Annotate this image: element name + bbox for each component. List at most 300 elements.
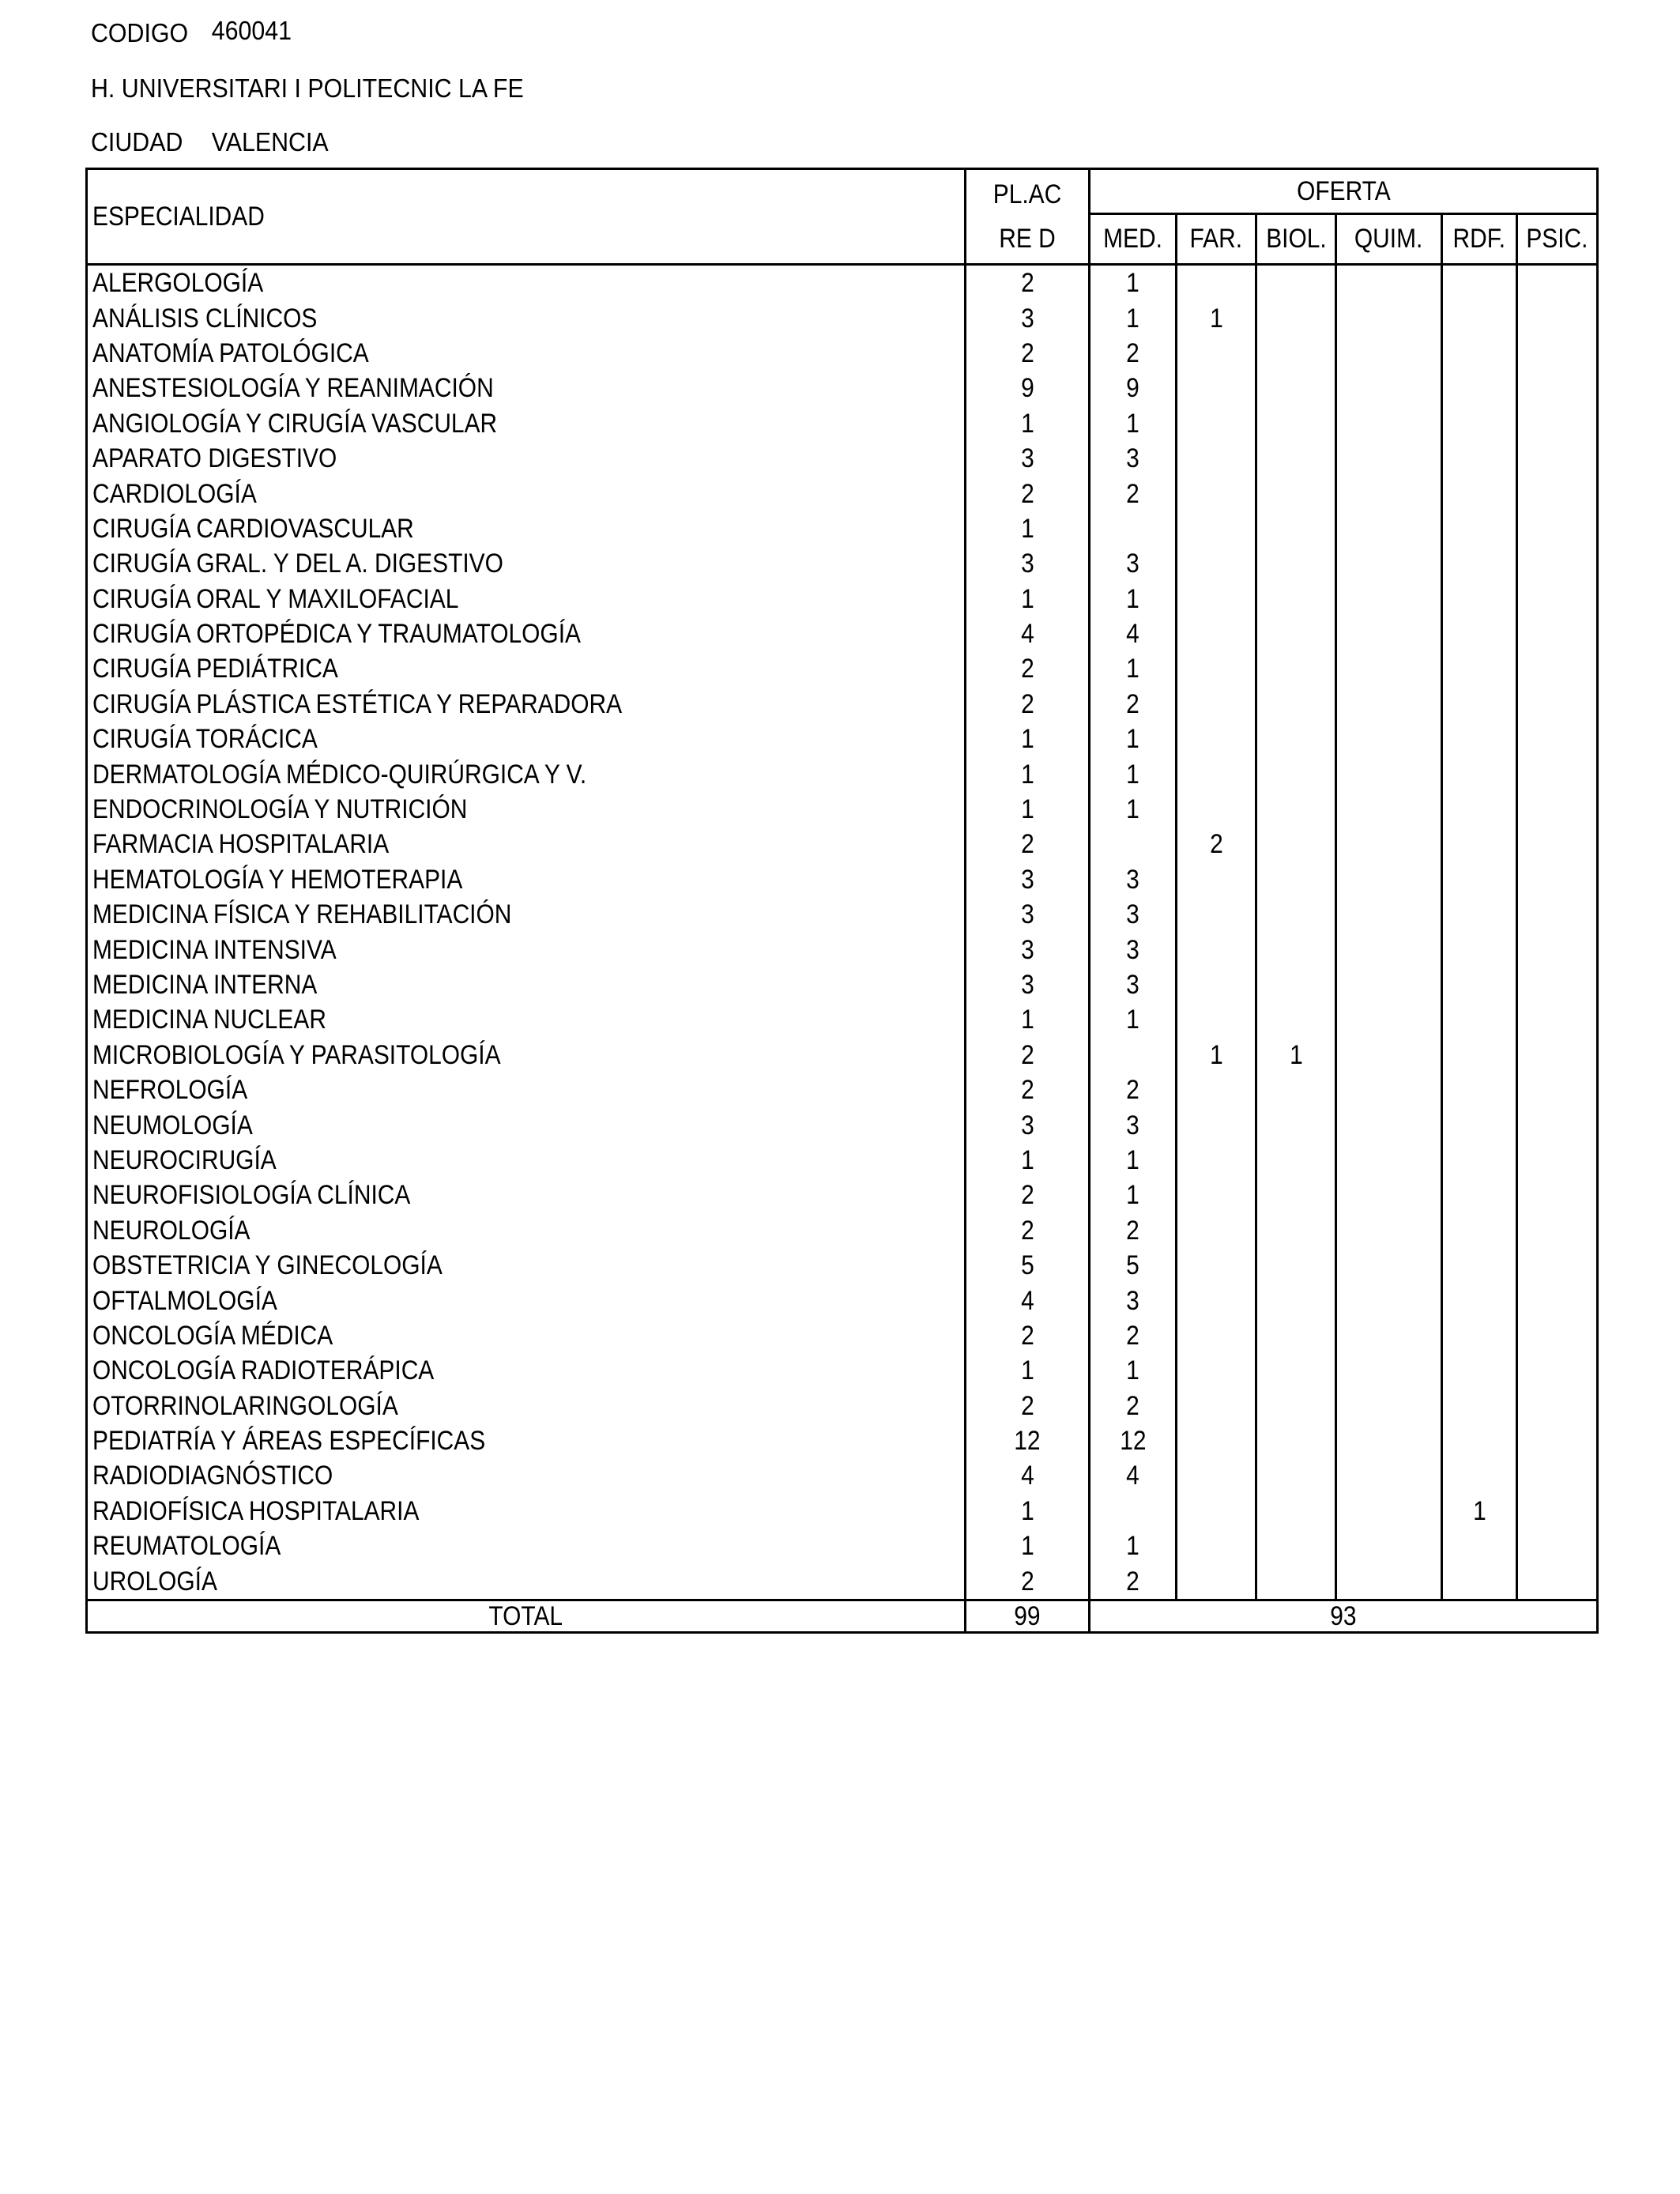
cell-biol [1256,371,1336,405]
table-row [87,792,1598,827]
cell-rdf [1442,827,1517,861]
cell-med: 3 [1090,1283,1177,1318]
cell-quim [1336,862,1442,897]
cell-pl: 2 [966,1563,1090,1600]
cell-rdf [1442,476,1517,511]
table-row [87,1563,1598,1600]
table-row [87,265,1598,301]
cell-quim [1336,476,1442,511]
cell-quim [1336,1423,1442,1458]
table-row [87,406,1598,441]
cell-psic [1517,862,1598,897]
table-row [87,1072,1598,1107]
cell-quim [1336,1494,1442,1529]
cell-far [1177,1423,1256,1458]
table-row [87,1353,1598,1388]
cell-pl: 1 [966,1494,1090,1529]
codigo-value: 460041 [211,16,292,45]
cell-psic [1517,476,1598,511]
col-header-rdf: RDF. [1442,214,1517,265]
cell-rdf [1442,371,1517,405]
cell-psic [1517,827,1598,861]
especialidad-name: MEDICINA NUCLEAR [87,1002,966,1037]
col-header-oferta: OFERTA [1090,169,1598,214]
cell-far [1177,756,1256,791]
cell-biol [1256,265,1336,301]
cell-rdf [1442,300,1517,335]
cell-rdf [1442,406,1517,441]
table-row [87,827,1598,861]
especialidad-name: OTORRINOLARINGOLOGÍA [87,1389,966,1423]
cell-biol [1256,897,1336,932]
cell-quim [1336,792,1442,827]
cell-pl: 2 [966,1178,1090,1212]
cell-med: 2 [1090,1563,1177,1600]
cell-biol [1256,967,1336,1002]
cell-rdf [1442,967,1517,1002]
especialidad-name: APARATO DIGESTIVO [87,441,966,476]
cell-quim [1336,687,1442,722]
cell-biol [1256,1458,1336,1493]
table-row [87,897,1598,932]
cell-quim [1336,967,1442,1002]
total-row [87,1600,1598,1632]
especialidad-name: CIRUGÍA ORTOPÉDICA Y TRAUMATOLOGÍA [87,616,966,651]
especialidad-name: UROLOGÍA [87,1563,966,1600]
cell-pl: 2 [966,827,1090,861]
cell-quim [1336,1072,1442,1107]
cell-far [1177,1213,1256,1248]
cell-pl: 2 [966,1318,1090,1353]
especialidad-name: NEUROLOGÍA [87,1213,966,1248]
cell-far [1177,336,1256,371]
cell-pl: 2 [966,1389,1090,1423]
cell-rdf [1442,1178,1517,1212]
cell-med: 2 [1090,1318,1177,1353]
cell-rdf [1442,1213,1517,1248]
cell-psic [1517,582,1598,616]
table-row [87,1002,1598,1037]
cell-quim [1336,827,1442,861]
col-header-biol: BIOL. [1256,214,1336,265]
table-row [87,582,1598,616]
cell-biol [1256,1002,1336,1037]
cell-quim [1336,1248,1442,1283]
especialidad-name: NEUROFISIOLOGÍA CLÍNICA [87,1178,966,1212]
table-row [87,1458,1598,1493]
table-row [87,476,1598,511]
cell-quim [1336,300,1442,335]
cell-pl: 4 [966,1283,1090,1318]
cell-quim [1336,651,1442,686]
cell-med: 9 [1090,371,1177,405]
cell-biol [1256,582,1336,616]
cell-psic [1517,1213,1598,1248]
cell-far: 2 [1177,827,1256,861]
cell-far [1177,1178,1256,1212]
especialidad-name: CIRUGÍA ORAL Y MAXILOFACIAL [87,582,966,616]
cell-pl: 1 [966,722,1090,756]
cell-biol [1256,336,1336,371]
cell-psic [1517,792,1598,827]
cell-psic [1517,687,1598,722]
table-row [87,967,1598,1002]
especialidad-name: CIRUGÍA PLÁSTICA ESTÉTICA Y REPARADORA [87,687,966,722]
col-header-far: FAR. [1177,214,1256,265]
especialidad-name: MEDICINA INTERNA [87,967,966,1002]
cell-pl: 1 [966,1002,1090,1037]
cell-med [1090,1038,1177,1072]
cell-quim [1336,1002,1442,1037]
cell-rdf [1442,792,1517,827]
ciudad-label: CIUDAD [91,127,183,156]
table-row [87,1423,1598,1458]
cell-med: 1 [1090,1178,1177,1212]
especialidad-name: ENDOCRINOLOGÍA Y NUTRICIÓN [87,792,966,827]
cell-psic [1517,1563,1598,1600]
especialidad-name: RADIOFÍSICA HOSPITALARIA [87,1494,966,1529]
cell-psic [1517,1143,1598,1178]
cell-quim [1336,441,1442,476]
cell-far [1177,1318,1256,1353]
especialidad-name: CIRUGÍA TORÁCICA [87,722,966,756]
especialidad-name: ONCOLOGÍA RADIOTERÁPICA [87,1353,966,1388]
especialidad-name: FARMACIA HOSPITALARIA [87,827,966,861]
cell-far [1177,1143,1256,1178]
table-row [87,441,1598,476]
especialidad-name: OFTALMOLOGÍA [87,1283,966,1318]
cell-biol [1256,687,1336,722]
cell-med [1090,511,1177,546]
cell-rdf [1442,336,1517,371]
table-row [87,722,1598,756]
cell-pl: 1 [966,756,1090,791]
table-row [87,336,1598,371]
cell-biol [1256,406,1336,441]
cell-far [1177,1002,1256,1037]
cell-med: 3 [1090,932,1177,967]
cell-med: 1 [1090,651,1177,686]
cell-biol [1256,1494,1336,1529]
cell-pl: 2 [966,336,1090,371]
cell-psic [1517,1283,1598,1318]
cell-med: 1 [1090,582,1177,616]
cell-rdf [1442,1458,1517,1493]
cell-psic [1517,756,1598,791]
cell-rdf [1442,1038,1517,1072]
col-header-especialidad: ESPECIALIDAD [87,169,966,265]
cell-med: 2 [1090,1072,1177,1107]
cell-far [1177,441,1256,476]
cell-quim [1336,1283,1442,1318]
especialidad-name: REUMATOLOGÍA [87,1529,966,1563]
cell-biol [1256,932,1336,967]
cell-pl: 3 [966,546,1090,581]
col-header-psic: PSIC. [1517,214,1598,265]
cell-far [1177,651,1256,686]
cell-med: 4 [1090,1458,1177,1493]
cell-far [1177,1529,1256,1563]
cell-far: 1 [1177,1038,1256,1072]
cell-biol [1256,476,1336,511]
cell-quim [1336,371,1442,405]
especialidad-name: MEDICINA FÍSICA Y REHABILITACIÓN [87,897,966,932]
cell-rdf [1442,1529,1517,1563]
cell-biol [1256,1107,1336,1142]
table-row [87,932,1598,967]
ciudad-line [91,126,329,158]
cell-med: 2 [1090,1213,1177,1248]
ciudad-value: VALENCIA [211,127,329,156]
col-header-quim: QUIM. [1336,214,1442,265]
cell-rdf [1442,756,1517,791]
hospital-name: H. UNIVERSITARI I POLITECNIC LA FE [91,74,524,103]
cell-biol [1256,1248,1336,1283]
table-row [87,546,1598,581]
cell-med: 2 [1090,687,1177,722]
especialidad-name: ANESTESIOLOGÍA Y REANIMACIÓN [87,371,966,405]
cell-pl: 3 [966,300,1090,335]
cell-pl: 2 [966,1213,1090,1248]
table-row [87,1178,1598,1212]
table-row [87,371,1598,405]
cell-med: 1 [1090,722,1177,756]
cell-far [1177,406,1256,441]
cell-quim [1336,1318,1442,1353]
cell-psic [1517,1494,1598,1529]
cell-biol [1256,722,1336,756]
cell-biol [1256,651,1336,686]
table-row [87,687,1598,722]
cell-psic [1517,722,1598,756]
cell-rdf [1442,722,1517,756]
cell-biol [1256,827,1336,861]
cell-quim [1336,1178,1442,1212]
cell-quim [1336,756,1442,791]
cell-far [1177,616,1256,651]
total-label: TOTAL [87,1600,966,1632]
cell-quim [1336,1353,1442,1388]
especialidad-name: CIRUGÍA GRAL. Y DEL A. DIGESTIVO [87,546,966,581]
cell-quim [1336,406,1442,441]
table-body [87,265,1598,1600]
cell-psic [1517,1529,1598,1563]
table-row [87,1389,1598,1423]
cell-far: 1 [1177,300,1256,335]
cell-med: 3 [1090,862,1177,897]
cell-psic [1517,651,1598,686]
especialidad-name: ANGIOLOGÍA Y CIRUGÍA VASCULAR [87,406,966,441]
cell-med: 1 [1090,406,1177,441]
cell-rdf [1442,932,1517,967]
especialidad-name: PEDIATRÍA Y ÁREAS ESPECÍFICAS [87,1423,966,1458]
cell-psic [1517,967,1598,1002]
cell-pl: 3 [966,441,1090,476]
table-row [87,616,1598,651]
cell-rdf [1442,1423,1517,1458]
cell-pl: 3 [966,1107,1090,1142]
cell-far [1177,1107,1256,1142]
cell-biol [1256,1423,1336,1458]
cell-psic [1517,897,1598,932]
cell-rdf [1442,265,1517,301]
cell-pl: 9 [966,371,1090,405]
cell-pl: 2 [966,651,1090,686]
cell-quim [1336,546,1442,581]
cell-pl: 1 [966,511,1090,546]
cell-biol [1256,1283,1336,1318]
cell-biol [1256,1072,1336,1107]
table-row [87,1143,1598,1178]
cell-med: 3 [1090,441,1177,476]
cell-quim [1336,1458,1442,1493]
cell-psic [1517,1072,1598,1107]
cell-biol [1256,1178,1336,1212]
cell-far [1177,546,1256,581]
cell-far [1177,897,1256,932]
cell-quim [1336,932,1442,967]
cell-med [1090,827,1177,861]
table-row [87,651,1598,686]
cell-far [1177,1072,1256,1107]
cell-far [1177,476,1256,511]
cell-biol [1256,756,1336,791]
cell-far [1177,371,1256,405]
cell-rdf [1442,616,1517,651]
cell-rdf [1442,1072,1517,1107]
cell-quim [1336,616,1442,651]
table-row [87,1248,1598,1283]
cell-psic [1517,1458,1598,1493]
cell-quim [1336,1143,1442,1178]
especialidad-name: ANATOMÍA PATOLÓGICA [87,336,966,371]
cell-rdf [1442,546,1517,581]
cell-med: 1 [1090,300,1177,335]
especialidad-name: OBSTETRICIA Y GINECOLOGÍA [87,1248,966,1283]
cell-pl: 3 [966,862,1090,897]
cell-biol [1256,1213,1336,1248]
cell-far [1177,967,1256,1002]
especialidad-name: ONCOLOGÍA MÉDICA [87,1318,966,1353]
cell-psic [1517,1318,1598,1353]
especialidad-name: DERMATOLOGÍA MÉDICO-QUIRÚRGICA Y V. [87,756,966,791]
cell-rdf [1442,511,1517,546]
cell-biol [1256,1318,1336,1353]
cell-quim [1336,722,1442,756]
cell-med [1090,1494,1177,1529]
especialidad-name: MICROBIOLOGÍA Y PARASITOLOGÍA [87,1038,966,1072]
cell-rdf [1442,1107,1517,1142]
cell-med: 3 [1090,546,1177,581]
cell-far [1177,722,1256,756]
cell-quim [1336,1213,1442,1248]
cell-biol [1256,1529,1336,1563]
cell-psic [1517,441,1598,476]
cell-med: 1 [1090,1353,1177,1388]
cell-biol [1256,1353,1336,1388]
table-row [87,1283,1598,1318]
cell-pl: 1 [966,1353,1090,1388]
cell-med: 1 [1090,1143,1177,1178]
cell-biol [1256,441,1336,476]
table-row [87,300,1598,335]
table-row [87,1529,1598,1563]
cell-far [1177,1458,1256,1493]
table-row [87,756,1598,791]
cell-psic [1517,1178,1598,1212]
cell-psic [1517,616,1598,651]
cell-pl: 2 [966,687,1090,722]
col-header-med: MED. [1090,214,1177,265]
cell-quim [1336,1038,1442,1072]
table-row [87,1038,1598,1072]
cell-psic [1517,932,1598,967]
cell-quim [1336,1563,1442,1600]
cell-quim [1336,511,1442,546]
cell-med: 1 [1090,756,1177,791]
cell-biol [1256,300,1336,335]
cell-quim [1336,265,1442,301]
cell-rdf [1442,897,1517,932]
especialidad-name: ANÁLISIS CLÍNICOS [87,300,966,335]
cell-psic [1517,1353,1598,1388]
cell-biol [1256,792,1336,827]
codigo-label: CODIGO [91,18,189,47]
especialidad-name: NEUROCIRUGÍA [87,1143,966,1178]
cell-biol: 1 [1256,1038,1336,1072]
cell-far [1177,1283,1256,1318]
cell-psic [1517,1107,1598,1142]
cell-psic [1517,1423,1598,1458]
table-row [87,1318,1598,1353]
table-row [87,1494,1598,1529]
cell-rdf [1442,1318,1517,1353]
especialidad-name: CARDIOLOGÍA [87,476,966,511]
cell-pl: 4 [966,616,1090,651]
cell-rdf [1442,1143,1517,1178]
cell-rdf [1442,1353,1517,1388]
cell-biol [1256,1389,1336,1423]
cell-rdf [1442,651,1517,686]
cell-rdf [1442,687,1517,722]
table-row [87,862,1598,897]
especialidad-name: HEMATOLOGÍA Y HEMOTERAPIA [87,862,966,897]
cell-psic [1517,300,1598,335]
cell-pl: 1 [966,792,1090,827]
cell-far [1177,932,1256,967]
cell-med: 1 [1090,265,1177,301]
cell-biol [1256,1563,1336,1600]
cell-med: 5 [1090,1248,1177,1283]
cell-med: 1 [1090,1002,1177,1037]
cell-pl: 4 [966,1458,1090,1493]
cell-psic [1517,1038,1598,1072]
cell-quim [1336,1529,1442,1563]
codigo-line [91,16,292,49]
cell-quim [1336,1389,1442,1423]
cell-rdf [1442,441,1517,476]
cell-far [1177,862,1256,897]
cell-pl: 1 [966,1143,1090,1178]
cell-pl: 1 [966,1529,1090,1563]
cell-quim [1336,582,1442,616]
table-row [87,1107,1598,1142]
table-row [87,1213,1598,1248]
cell-med: 2 [1090,336,1177,371]
especialidad-name: NEUMOLOGÍA [87,1107,966,1142]
cell-biol [1256,862,1336,897]
cell-rdf [1442,1248,1517,1283]
